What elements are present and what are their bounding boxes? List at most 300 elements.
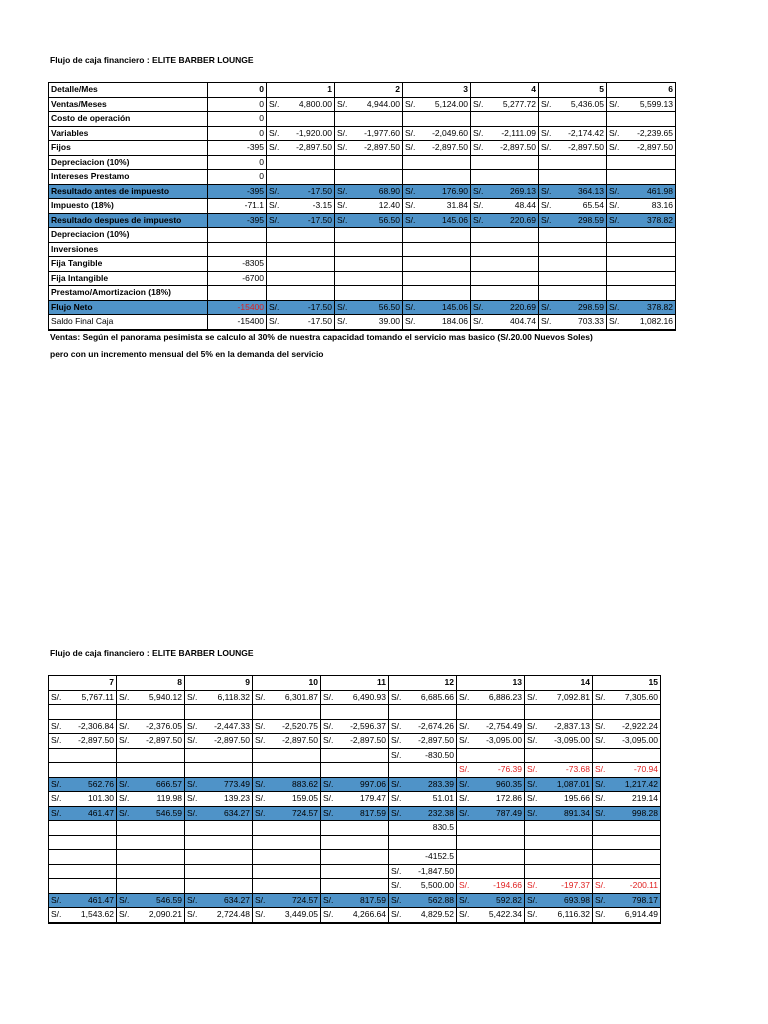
cell-value: 219.14: [632, 793, 658, 804]
month-5-value: [539, 271, 607, 286]
month-0-value: 0: [208, 126, 267, 141]
month-4-value: [471, 126, 539, 141]
month-11-value: [321, 777, 389, 792]
month-9-value: [185, 705, 253, 720]
table-row: [49, 908, 661, 923]
month-8-value: [117, 893, 185, 908]
cell-value: 378.82: [647, 301, 673, 312]
month-1-value: [267, 242, 335, 257]
cell-value: 139.23: [224, 793, 250, 804]
month-8-value: [117, 821, 185, 836]
month-6-value: [607, 112, 676, 127]
currency-symbol: S/.: [51, 909, 62, 920]
table-row: [49, 112, 676, 127]
month-0-value: [208, 242, 267, 257]
table-row: [49, 705, 661, 720]
month-7-value: [49, 864, 117, 879]
currency-symbol: S/.: [595, 880, 606, 891]
cell-value: 546.59: [156, 894, 182, 905]
month-8-value: [117, 879, 185, 894]
cell-value: 65.54: [582, 200, 604, 211]
month-6-value: [607, 271, 676, 286]
month-1-value: [267, 170, 335, 185]
cell-value: -1,920.00: [296, 127, 332, 138]
currency-symbol: S/.: [119, 691, 130, 702]
month-3-value: [403, 300, 471, 315]
month-3-value: [403, 213, 471, 228]
month-9-value: [185, 763, 253, 778]
month-6-value: [607, 300, 676, 315]
month-14-value: [525, 864, 593, 879]
cell-value: -2,596.37: [350, 720, 386, 731]
month-6-value: [607, 97, 676, 112]
row-label: Ventas/Meses: [49, 97, 208, 112]
currency-symbol: S/.: [269, 200, 280, 211]
month-14-value: [525, 850, 593, 865]
month-9-value: [185, 908, 253, 923]
month-5-value: [539, 199, 607, 214]
currency-symbol: S/.: [269, 301, 280, 312]
cell-value: 404.74: [510, 316, 536, 327]
month-13-value: [457, 908, 525, 923]
currency-symbol: S/.: [473, 200, 484, 211]
currency-symbol: S/.: [473, 127, 484, 138]
currency-symbol: S/.: [255, 778, 266, 789]
month-13-value: [457, 748, 525, 763]
month-14-value: [525, 734, 593, 749]
month-13-value: [457, 806, 525, 821]
month-2-value: [335, 112, 403, 127]
cell-value: -2,174.42: [568, 127, 604, 138]
month-11-value: [321, 763, 389, 778]
month-11-value: [321, 719, 389, 734]
currency-symbol: S/.: [187, 691, 198, 702]
cell-value: -73.68: [565, 764, 590, 775]
month-3-value: [403, 286, 471, 301]
month-0-value: -8305: [208, 257, 267, 272]
cell-value: 461.47: [88, 807, 114, 818]
month-2-value: [335, 300, 403, 315]
month-2-value: [335, 184, 403, 199]
cell-value: 145.06: [442, 214, 468, 225]
month-4-value: [471, 184, 539, 199]
month-14-value: [525, 879, 593, 894]
cell-value: 592.82: [496, 894, 522, 905]
header-month-10: 10: [253, 676, 321, 691]
currency-symbol: S/.: [527, 764, 538, 775]
month-14-value: [525, 792, 593, 807]
month-6-value: [607, 199, 676, 214]
month-7-value: [49, 908, 117, 923]
month-4-value: [471, 199, 539, 214]
cell-value: -2,520.75: [282, 720, 318, 731]
table-row: [49, 850, 661, 865]
currency-symbol: S/.: [187, 720, 198, 731]
cell-value: -3.15: [312, 200, 332, 211]
month-8-value: [117, 690, 185, 705]
month-10-value: [253, 748, 321, 763]
currency-symbol: S/.: [269, 214, 280, 225]
table-row: [49, 893, 661, 908]
month-7-value: [49, 835, 117, 850]
month-8-value: [117, 850, 185, 865]
table-row: [49, 835, 661, 850]
month-11-value: [321, 705, 389, 720]
currency-symbol: S/.: [595, 909, 606, 920]
month-10-value: [253, 835, 321, 850]
month-14-value: [525, 806, 593, 821]
month-7-value: [49, 705, 117, 720]
month-4-value: [471, 286, 539, 301]
month-6-value: [607, 213, 676, 228]
month-0-value: -71.1: [208, 199, 267, 214]
currency-symbol: S/.: [255, 807, 266, 818]
currency-symbol: S/.: [473, 98, 484, 109]
cell-value: 4,266.64: [352, 909, 386, 920]
table-row: [49, 155, 676, 170]
currency-symbol: S/.: [337, 98, 348, 109]
cashflow-table-months-0-6: [48, 82, 676, 331]
currency-symbol: S/.: [337, 200, 348, 211]
cell-value: -1,977.60: [364, 127, 400, 138]
month-12-value: [389, 705, 457, 720]
row-label: Depreciacion (10%): [49, 155, 208, 170]
month-4-value: [471, 97, 539, 112]
cell-value: 6,301.87: [284, 691, 318, 702]
cell-value: 176.90: [442, 185, 468, 196]
header-month-2: 2: [335, 83, 403, 98]
table-row: [49, 879, 661, 894]
month-0-value: 0: [208, 112, 267, 127]
month-8-value: [117, 908, 185, 923]
month-11-value: [321, 908, 389, 923]
cell-value: 6,886.23: [488, 691, 522, 702]
month-13-value: [457, 763, 525, 778]
cell-value: 364.13: [578, 185, 604, 196]
currency-symbol: S/.: [51, 807, 62, 818]
month-3-value: [403, 242, 471, 257]
currency-symbol: S/.: [527, 909, 538, 920]
month-9-value: [185, 690, 253, 705]
month-12-value: [389, 835, 457, 850]
month-5-value: [539, 112, 607, 127]
month-9-value: [185, 864, 253, 879]
month-2-value: [335, 170, 403, 185]
currency-symbol: S/.: [473, 214, 484, 225]
currency-symbol: S/.: [527, 807, 538, 818]
month-12-value: [389, 734, 457, 749]
month-15-value: [593, 792, 661, 807]
month-10-value: [253, 821, 321, 836]
month-6-value: [607, 141, 676, 156]
month-7-value: [49, 893, 117, 908]
table-row: [49, 271, 676, 286]
month-11-value: [321, 835, 389, 850]
month-13-value: [457, 690, 525, 705]
cell-value: 378.82: [647, 214, 673, 225]
currency-symbol: S/.: [391, 691, 402, 702]
month-4-value: [471, 141, 539, 156]
cell-value: 891.34: [564, 807, 590, 818]
currency-symbol: S/.: [337, 214, 348, 225]
month-15-value: [593, 893, 661, 908]
currency-symbol: S/.: [119, 909, 130, 920]
month-3-value: [403, 126, 471, 141]
cell-value: 724.57: [292, 807, 318, 818]
row-label: Inversiones: [49, 242, 208, 257]
cell-value: 5,599.13: [639, 98, 673, 109]
cell-value: 269.13: [510, 185, 536, 196]
month-5-value: [539, 242, 607, 257]
month-11-value: [321, 792, 389, 807]
month-11-value: [321, 690, 389, 705]
table-row: [49, 286, 676, 301]
currency-symbol: S/.: [595, 778, 606, 789]
month-13-value: [457, 835, 525, 850]
month-4-value: [471, 271, 539, 286]
table-row: [49, 300, 676, 315]
month-6-value: [607, 126, 676, 141]
cell-value: 562.76: [88, 778, 114, 789]
month-14-value: [525, 690, 593, 705]
month-13-value: [457, 734, 525, 749]
month-4-value: [471, 242, 539, 257]
currency-symbol: S/.: [391, 749, 402, 760]
month-7-value: [49, 850, 117, 865]
cell-value: 4,800.00: [298, 98, 332, 109]
currency-symbol: S/.: [323, 807, 334, 818]
currency-symbol: S/.: [391, 880, 402, 891]
month-4-value: [471, 300, 539, 315]
month-3-value: [403, 228, 471, 243]
month-9-value: [185, 821, 253, 836]
cell-value: -200.11: [629, 880, 658, 891]
month-3-value: [403, 170, 471, 185]
cell-value: 6,914.49: [624, 909, 658, 920]
currency-symbol: S/.: [541, 127, 552, 138]
month-15-value: [593, 806, 661, 821]
currency-symbol: S/.: [51, 894, 62, 905]
month-11-value: [321, 734, 389, 749]
cell-value: 145.06: [442, 301, 468, 312]
cell-value: -2,897.50: [296, 142, 332, 153]
cell-value: -830.50: [425, 749, 454, 760]
cell-value: 634.27: [224, 807, 250, 818]
cell-value: -2,754.49: [486, 720, 522, 731]
currency-symbol: S/.: [269, 316, 280, 327]
currency-symbol: S/.: [391, 735, 402, 746]
cell-value: 693.98: [564, 894, 590, 905]
month-15-value: [593, 763, 661, 778]
table-row: [49, 690, 661, 705]
currency-symbol: S/.: [473, 316, 484, 327]
month-4-value: [471, 170, 539, 185]
cell-value: 6,685.66: [420, 691, 454, 702]
currency-symbol: S/.: [269, 98, 280, 109]
table-row: [49, 184, 676, 199]
month-3-value: [403, 112, 471, 127]
month-11-value: [321, 864, 389, 879]
header-month-12: 12: [389, 676, 457, 691]
month-15-value: [593, 864, 661, 879]
table-row: [49, 763, 661, 778]
cell-value: -2,897.50: [214, 735, 250, 746]
month-8-value: [117, 734, 185, 749]
month-15-value: [593, 908, 661, 923]
row-label: Resultado antes de impuesto: [49, 184, 208, 199]
cell-value: -2,897.50: [146, 735, 182, 746]
table-row: [49, 170, 676, 185]
currency-symbol: S/.: [541, 301, 552, 312]
currency-symbol: S/.: [609, 214, 620, 225]
month-7-value: [49, 821, 117, 836]
cell-value: 5,422.34: [488, 909, 522, 920]
table-row: [49, 719, 661, 734]
cell-value: 1,082.16: [639, 316, 673, 327]
month-3-value: [403, 315, 471, 330]
cell-value: 6,116.32: [557, 909, 590, 920]
month-12-value: [389, 908, 457, 923]
cell-value: 5,277.72: [502, 98, 536, 109]
cell-value: -2,837.13: [554, 720, 590, 731]
month-9-value: [185, 850, 253, 865]
month-11-value: [321, 879, 389, 894]
month-8-value: [117, 792, 185, 807]
cell-value: 6,490.93: [352, 691, 386, 702]
table-row: [49, 864, 661, 879]
currency-symbol: S/.: [473, 301, 484, 312]
month-11-value: [321, 806, 389, 821]
currency-symbol: S/.: [391, 720, 402, 731]
row-label: Variables: [49, 126, 208, 141]
month-8-value: [117, 864, 185, 879]
header-detalle: Detalle/Mes: [49, 83, 208, 98]
month-7-value: [49, 763, 117, 778]
month-6-value: [607, 242, 676, 257]
header-month-7: 7: [49, 676, 117, 691]
currency-symbol: S/.: [337, 142, 348, 153]
currency-symbol: S/.: [187, 807, 198, 818]
month-0-value: -6700: [208, 271, 267, 286]
month-6-value: [607, 184, 676, 199]
month-5-value: [539, 155, 607, 170]
month-12-value: -4152.5: [389, 850, 457, 865]
month-1-value: [267, 199, 335, 214]
month-6-value: [607, 257, 676, 272]
currency-symbol: S/.: [609, 127, 620, 138]
cell-value: 7,092.81: [556, 691, 590, 702]
currency-symbol: S/.: [405, 185, 416, 196]
currency-symbol: S/.: [323, 894, 334, 905]
month-5-value: [539, 213, 607, 228]
month-5-value: [539, 300, 607, 315]
month-14-value: [525, 908, 593, 923]
table-row: [49, 199, 676, 214]
cell-value: 83.16: [651, 200, 673, 211]
month-9-value: [185, 879, 253, 894]
month-1-value: [267, 213, 335, 228]
month-8-value: [117, 748, 185, 763]
currency-symbol: S/.: [541, 185, 552, 196]
currency-symbol: S/.: [527, 894, 538, 905]
currency-symbol: S/.: [187, 735, 198, 746]
month-11-value: [321, 850, 389, 865]
row-label: Depreciacion (10%): [49, 228, 208, 243]
cell-value: 5,124.00: [434, 98, 468, 109]
cell-value: 998.28: [632, 807, 658, 818]
currency-symbol: S/.: [595, 894, 606, 905]
currency-symbol: S/.: [459, 735, 470, 746]
table-row: [49, 777, 661, 792]
cell-value: -17.50: [307, 185, 332, 196]
month-3-value: [403, 155, 471, 170]
month-11-value: [321, 748, 389, 763]
cell-value: -3,095.00: [554, 735, 590, 746]
month-10-value: [253, 690, 321, 705]
cell-value: -70.94: [633, 764, 658, 775]
cell-value: -2,897.50: [637, 142, 673, 153]
month-1-value: [267, 257, 335, 272]
month-3-value: [403, 271, 471, 286]
month-15-value: [593, 850, 661, 865]
currency-symbol: S/.: [595, 793, 606, 804]
cell-value: -76.39: [497, 764, 522, 775]
currency-symbol: S/.: [595, 691, 606, 702]
cell-value: -2,897.50: [432, 142, 468, 153]
cell-value: 2,090.21: [148, 909, 182, 920]
row-label: Flujo Neto: [49, 300, 208, 315]
row-label: Fija Intangible: [49, 271, 208, 286]
cell-value: 6,118.32: [217, 691, 250, 702]
currency-symbol: S/.: [541, 316, 552, 327]
month-9-value: [185, 734, 253, 749]
month-8-value: [117, 835, 185, 850]
cell-value: 773.49: [224, 778, 250, 789]
cell-value: 562.88: [428, 894, 454, 905]
month-5-value: [539, 315, 607, 330]
currency-symbol: S/.: [459, 720, 470, 731]
month-2-value: [335, 257, 403, 272]
month-5-value: [539, 141, 607, 156]
month-5-value: [539, 228, 607, 243]
currency-symbol: S/.: [51, 778, 62, 789]
month-15-value: [593, 719, 661, 734]
month-15-value: [593, 748, 661, 763]
month-7-value: [49, 734, 117, 749]
table-row: [49, 792, 661, 807]
month-7-value: [49, 719, 117, 734]
cell-value: 119.98: [156, 793, 182, 804]
currency-symbol: S/.: [527, 793, 538, 804]
month-13-value: [457, 864, 525, 879]
month-3-value: [403, 257, 471, 272]
currency-symbol: S/.: [337, 185, 348, 196]
cell-value: 883.62: [292, 778, 318, 789]
cell-value: 195.66: [564, 793, 590, 804]
month-11-value: [321, 893, 389, 908]
currency-symbol: S/.: [527, 778, 538, 789]
cell-value: 724.57: [292, 894, 318, 905]
cell-value: -2,897.50: [364, 142, 400, 153]
currency-symbol: S/.: [119, 894, 130, 905]
month-0-value: -15400: [208, 315, 267, 330]
month-12-value: [389, 777, 457, 792]
month-5-value: [539, 257, 607, 272]
month-13-value: [457, 821, 525, 836]
month-14-value: [525, 705, 593, 720]
month-10-value: [253, 908, 321, 923]
currency-symbol: S/.: [269, 127, 280, 138]
